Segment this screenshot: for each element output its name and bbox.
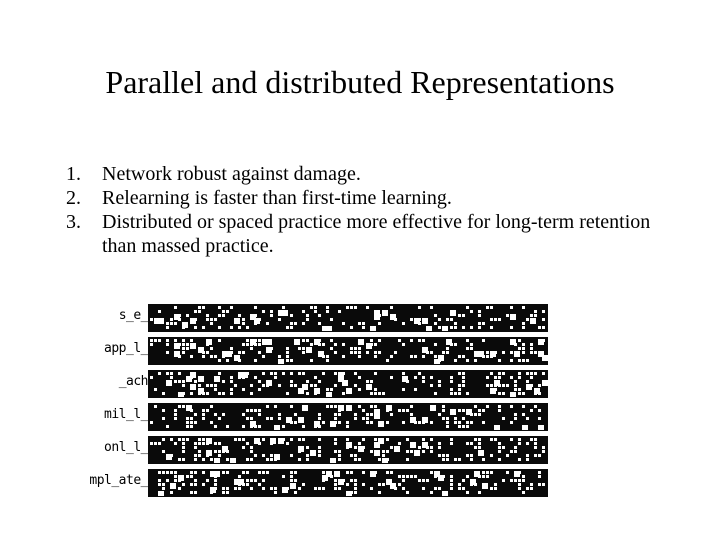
bullet-item-1 bbox=[66, 162, 666, 186]
bullet-number: 2. bbox=[66, 187, 81, 209]
pattern-row bbox=[80, 337, 555, 365]
bullet-list bbox=[66, 162, 666, 258]
activation-noise-pattern bbox=[148, 403, 548, 431]
activation-pattern-figure bbox=[80, 296, 555, 501]
activation-pattern-bar bbox=[148, 403, 548, 431]
pattern-row-label: _ach bbox=[118, 374, 148, 389]
activation-noise-pattern bbox=[148, 436, 548, 464]
pattern-row bbox=[80, 304, 555, 332]
bullet-item-2 bbox=[66, 186, 666, 210]
pattern-row bbox=[80, 469, 555, 497]
bullet-text: Distributed or spaced practice more effective for long-term retention than massed practice. bbox=[102, 211, 651, 257]
pattern-row bbox=[80, 370, 555, 398]
activation-pattern-bar bbox=[148, 469, 548, 497]
activation-noise-pattern bbox=[148, 370, 548, 398]
bullet-number: 1. bbox=[66, 163, 81, 185]
bullet-number: 3. bbox=[66, 211, 81, 233]
activation-pattern-bar bbox=[148, 337, 548, 365]
activation-noise-pattern bbox=[148, 469, 548, 497]
activation-noise-pattern bbox=[148, 304, 548, 332]
bullet-item-3 bbox=[66, 210, 666, 258]
pattern-row-label: app_l_ bbox=[104, 341, 148, 356]
bullet-text: Relearning is faster than first-time learning. bbox=[102, 187, 452, 209]
pattern-row bbox=[80, 436, 555, 464]
activation-pattern-bar bbox=[148, 436, 548, 464]
pattern-row-label: s_e_ bbox=[118, 308, 148, 323]
pattern-row bbox=[80, 403, 555, 431]
activation-pattern-bar bbox=[148, 370, 548, 398]
pattern-row-label: mil_l_ bbox=[104, 407, 148, 422]
pattern-row-label: onl_l_ bbox=[104, 440, 148, 455]
bullet-text: Network robust against damage. bbox=[102, 163, 361, 185]
activation-noise-pattern bbox=[148, 337, 548, 365]
pattern-row-label: mpl_ate_ bbox=[89, 473, 148, 488]
activation-pattern-bar bbox=[148, 304, 548, 332]
slide-title: Parallel and distributed Representations bbox=[105, 64, 615, 100]
